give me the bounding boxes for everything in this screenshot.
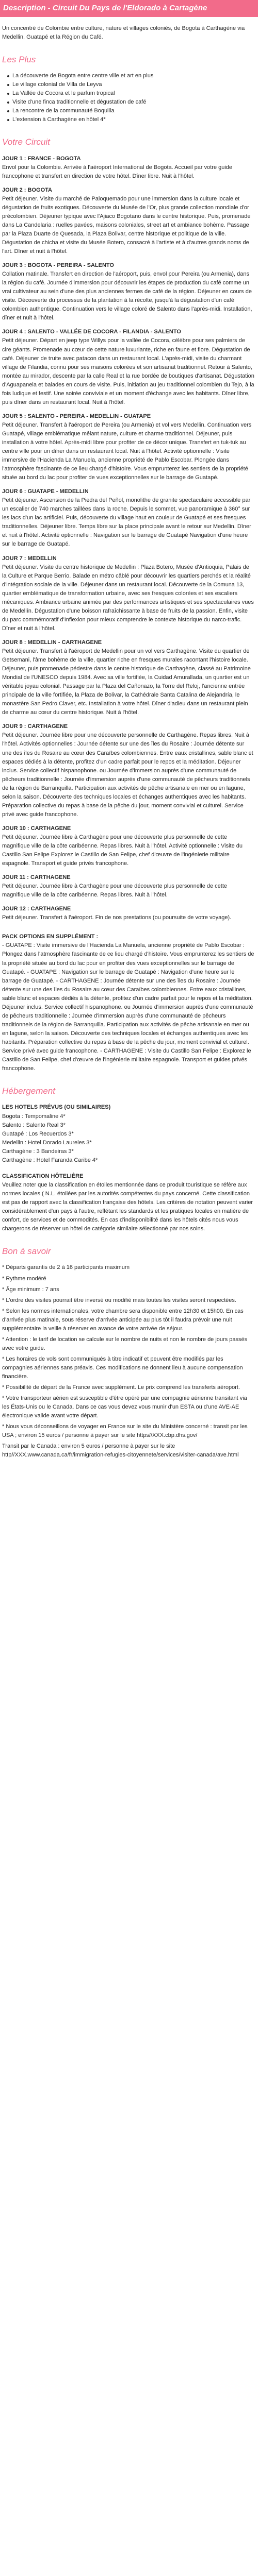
day-body: Collation matinale. Transfert en direction de l'aéroport, puis, envol pour Pereira (ou Armenia), dans la région du café. Journée d'immersion pour découvrir les étapes de production du café comme un vrai cultivateur au sein d'une des plus anciennes fermes de café de la région. Déjeuner en cours de visite. Découverte du processus de la plantation à la récolte, jusqu'à la dégustation d'un café colombien authentique. Continuation vers le village coloré de Salento dans l'après-midi. Installation, dîner et nuit à l'hôtel. bbox=[2, 271, 252, 321]
day-title: JOUR 10 : CARTHAGENE bbox=[2, 825, 71, 832]
day-block bbox=[2, 824, 255, 868]
day-block bbox=[2, 186, 255, 256]
day-title: JOUR 11 : CARTHAGENE bbox=[2, 874, 71, 881]
hotel-item: Carthagène : Hotel Faranda Caribe 4* bbox=[2, 1157, 98, 1163]
options-body: - GUATAPE : Visite immersive de l'Hacienda La Manuela, ancienne propriété de Pablo Escobar : Plongez dans l'atmosphère fascinante de ce lieu chargé d'histoire. Vous emprunterez les sentiers de la propriété située au bord du lac pour en profiter des vues exceptionnelles sur le barrage de Guatapé. - GUATAPE : Navigation sur le barrage de Guatapé : Navigation d'une heure sur le barrage de Guatapé. - CARTHAGENE : Journée détente sur une des îles du Rosaire : Journée détente sur une des îles du Rosaire au cœur des Caraïbes colombiennes. Entre eaux cristallines, sable blanc et espaces dédiés à la détente, profitez d'un cadre parfait pour le repos et la méditation. Déjeuner inclus. Service collectif hispanophone. ou Journée d'immersion auprès d'une communauté de pêcheurs traditionnelle : Journée d'immersion auprès d'une communauté de pêcheurs traditionnels de la région de Barranquilla. Participation aux activités de pêche artisanale en mer ou en lagune, selon la saison. Découverte des techniques locales et échanges authentiques avec les habitants. Préparation collective du repas à base de la pêche du jour, moment convivial et culturel. Service privé avec guide francophone. - CARTHAGENE : Visite du Castillo San Felipe : Explorez le Castillo de San Felipe, chef d'œuvre de l'ingénierie militaire espagnole. Transport et guides privés francophone. bbox=[2, 942, 254, 1072]
day-block bbox=[2, 554, 255, 633]
plus-item: La découverte de Bogota entre centre ville et art en plus bbox=[7, 72, 255, 80]
intro-text: Un concentré de Colombie entre culture, nature et villages coloniés, de Bogota à Carthagène via Medellin, Guatapé et la Région du Café. bbox=[2, 25, 245, 40]
content bbox=[0, 24, 258, 1488]
day-body: Petit déjeuner. Transfert à l'aéroport de Pereira (ou Armenia) et vol vers Medellin. Continuation vers Guatapé, village emblématique mêlant nature, culture et charme traditionnel. Déjeuner, puis installation à votre hôtel. Après-midi libre pour profiter de ce décor unique. Transfert en tuk-tuk au centre ville pour un dîner dans un restaurant local. Nuit à l'hôtel. Activité optionnelle : Visite immersive de l'Hacienda La Manuela, ancienne propriété de Pablo Escobar. Plongée dans l'atmosphère fascinante de ce lieu chargé d'histoire. Vous emprunterez les sentiers de la propriété située au bord du lac pour profiter de vues exceptionnelles sur le barrage de Guatapé. bbox=[2, 421, 252, 481]
day-title: JOUR 12 : CARTHAGENE bbox=[2, 906, 71, 912]
day-title: JOUR 1 : FRANCE - BOGOTA bbox=[2, 155, 81, 162]
plus-item: La Vallée de Cocora et le parfum tropical bbox=[7, 89, 255, 98]
plus-item: Visite d'une finca traditionnelle et dégustation de café bbox=[7, 98, 255, 107]
day-title: JOUR 5 : SALENTO - PEREIRA - MEDELLIN - GUATAPE bbox=[2, 413, 151, 419]
bonasavoir-item: * Départs garantis de 2 à 16 participants maximum bbox=[2, 1264, 130, 1271]
day-body: Petit déjeuner. Transfert à l'aéroport. Fin de nos prestations (ou poursuite de votre voyage). bbox=[2, 914, 232, 921]
classification-text: Veuillez noter que la classification en étoiles mentionnée dans ce produit touristique se réfère aux normes locales ( N.L. étoilées par les autorités compétentes du pays concerné. Cette classification est pas de rapport avec la classification française des hôtels. Les critères de notation peuvent varier considérablement d'un pays à l'autre, reflétant les standards et les pratiques locales en matière de confort, de services et de commodités. En cas d'indisponibilité dans les hôtels cités nous vous chargerons de réserver un hôtel de catégorie similaire sélectionné par nos soins. bbox=[2, 1181, 253, 1232]
day-body: Petit déjeuner. Journée libre à Carthagène pour une découverte plus personnelle de cette magnifique ville de la côte caribéenne. Repas libres. Nuit à l'hôtel. Activité optionnelle : Visite du Castillo San Felipe Explorez le Castillo de San Felipe, chef d'œuvre de l'ingénierie militaire espagnole. Transport et guide privés francophone. bbox=[2, 834, 243, 867]
day-body: Envol pour la Colombie. Arrivée à l'aéroport International de Bogota. Accueil par votre guide francophone et transfert en direction de votre hôtel. Dîner libre. Nuit à l'hôtel. bbox=[2, 164, 233, 179]
day-body: Petit déjeuner. Journée libre pour une découverte personnelle de Carthagène. Repas libres. Nuit à l'hôtel. Activités optionnelles : Journée détente sur une des îles du Rosaire : Journée détente sur une des îles du Rosaire au cœur des Caraïbes colombiennes. Entre eaux cristallines, sable blanc et espaces dédiés à la détente, profitez d'un cadre parfait pour le repos et la méditation. Déjeuner inclus. Service collectif hispanophone. ou Journée d'immersion auprès d'une communauté de pêcheurs traditionnelle : Journée d'immersion auprès d'une communauté de pêcheurs traditionnels de la région de Barranquilla. Participation aux activités de pêche artisanale en mer ou en lagune, selon la saison. Découverte des techniques locales et échanges authentiques avec les habitants. Préparation collective du repas à base de la pêche du jour, moment convivial et culturel. Service privé avec guide francophone. bbox=[2, 732, 253, 818]
day-title: JOUR 4 : SALENTO - VALLÉE DE COCORA - FILANDIA - SALENTO bbox=[2, 329, 181, 335]
day-block bbox=[2, 261, 255, 323]
day-body: Petit déjeuner. Transfert à l'aéroport de Medellin pour un vol vers Carthagène. Visite du quartier de Getsemani, l'âme bohème de la ville, quartier riche en fresques murales racontant l'histoire locale. Déjeuner, puis promenade pédestre dans le centre historique de Carthagène, classé au Patrimoine Mondial de l'UNESCO depuis 1984. Avec sa ville fortifiée, la Cuidad Amurallada, un quartier est un véritable joyau colonial. Passage par la Plaza del Cañonazo, la Torre del Reloj, l'ancienne entrée principale de la ville fortifiée, la Plaza de Bolivar, la Cathédrale Santa Catalina de Alejandría, le monastère San Pedro Claver, etc. Installation à votre hôtel. Dîner d'adieu dans un restaurant plein de charme au cœur du centre historique. Nuit à l'hôtel. bbox=[2, 648, 251, 716]
hotel-item: Bogota : Tempomaline 4* bbox=[2, 1113, 66, 1120]
hotel-item: Salento : Salento Real 3* bbox=[2, 1122, 66, 1128]
hotel-item: Medellin : Hotel Dorado Laureles 3* bbox=[2, 1139, 92, 1146]
bonasavoir-item: * Les horaires de vols sont communiqués à titre indicatif et peuvent être modifiés par les compagnies aériennes sans préavis. Ces modifications ne donnent lieu à aucune compensation financière. bbox=[2, 1355, 243, 1380]
bonasavoir-item: * Nous vous déconseillons de voyager en France sur le site du Ministère concerné : transit par les USA ; environ 15 euros / personne à payer sur le site https//XXX.cbp.dhs.gov/ bbox=[2, 1423, 248, 1439]
day-block bbox=[2, 873, 255, 900]
hotel-item: Carthagène : 3 Bandeiras 3* bbox=[2, 1148, 74, 1155]
bonasavoir-item: * L'ordre des visites pourrait être inversé ou modifié mais toutes les visites seront respectées. bbox=[2, 1297, 236, 1303]
bonasavoir-item: * Rythme modéré bbox=[2, 1275, 46, 1282]
day-block bbox=[2, 155, 255, 181]
hotel-list bbox=[2, 1112, 255, 1165]
plus-item: La rencontre de la communauté Boquilla bbox=[7, 107, 255, 115]
day-block bbox=[2, 412, 255, 482]
day-block bbox=[2, 722, 255, 819]
bonasavoir-item: * Selon les normes internationales, votre chambre sera disponible entre 12h30 et 15h00. En cas d'arrivée plus matinale, sous réserve d'arrivée anticipée au plus tôt il faudra prévoir une nuit supplémentaire la veille à réserver en avance de votre arrivée de séjour. bbox=[2, 1308, 244, 1332]
hotel-item: Guatapé : Los Recuerdos 3* bbox=[2, 1130, 74, 1137]
options-title: PACK OPTIONS EN SUPPLÉMENT : bbox=[2, 934, 99, 940]
hotels-title: LES HOTELS PRÉVUS (OU SIMILAIRES) bbox=[2, 1104, 111, 1111]
day-body: Petit déjeuner. Départ en jeep type Willys pour la vallée de Cocora, célèbre pour ses palmiers de cire géants. Promenade au cœur de cette nature luxuriante, riche en faune et flore. Dégustation de café. Déjeuner de truite avec patacon dans un restaurant local. L'après-midi, visite du charmant village de Filandia, connu pour ses maisons colorées et son artisanat traditionnel. Retour à Salento, montée au mirador, descente par la calle Real et la rue bordée de boutiques d'artisanat. Dégustation d'Aguapanela et balades en cours de visite. Puis, initiation au jeu traditionnel colombien du Tejo, à la fois ludique et festif. Une soirée conviviale et un moment d'échange avec les habitants. Dîner libre, puis dîner dans un restaurant local. Nuit à l'hôtel. bbox=[2, 337, 254, 405]
bonasavoir-list bbox=[2, 1263, 255, 1460]
plus-list bbox=[2, 72, 255, 124]
day-body: Petit déjeuner. Visite du centre historique de Medellin : Plaza Botero, Musée d'Antioquia, Palais de la Culture et Parque Berrio. Balade en métro câblé pour découvrir les quartiers perchés et la réalité d'intégration sociale de la ville. Déjeuner dans un restaurant local. Découverte de la Comuna 13, quartier emblématique de transformation urbaine, avec ses fresques colorées et ses escaliers mécaniques. Ambiance urbaine animée par des performances artistiques et ses spectaculaires vues de Medellín. Dégustation d'une boisson rafraîchissante à base de fruits de la passion. Enfin, visite du parc commémoratif d'Inflexion pour mieux comprendre le contexte historique du narco-trafic. Dîner et nuit à l'hôtel. bbox=[2, 564, 254, 632]
day-body: Petit déjeuner. Ascension de la Piedra del Peñol, monolithe de granite spectaculaire accessible par un escalier de 740 marches taillées dans la roche. Depuis le sommet, vue panoramique à 360° sur les lacs d'un lac artificiel. Puis, découverte du village haut en couleur de Guatapé et ses fresques traditionnelles. Déjeuner libre. Temps libre sur la place principale avant le retour sur Medellin. Dîner et nuit à l'hôtel. Activité optionnelle : Navigation sur le barrage de Guatapé Navigation d'une heure sur le barrage de Guatapé. bbox=[2, 497, 251, 548]
day-block bbox=[2, 905, 255, 922]
day-block bbox=[2, 487, 255, 549]
classification-title: CLASSIFICATION HÔTELIÈRE bbox=[2, 1173, 84, 1179]
day-title: JOUR 2 : BOGOTA bbox=[2, 187, 52, 193]
bonasavoir-heading: Bon à savoir bbox=[2, 1246, 51, 1257]
bonasavoir-item: Transit par le Canada : environ 5 euros / personne à payer sur le site http//XXX.www.canada.ca/fr/immigration-refugies-citoyennete/services/visiter-canada/ave.html bbox=[2, 1443, 239, 1459]
day-title: JOUR 9 : CARTHAGENE bbox=[2, 723, 68, 730]
circuit-heading: Votre Circuit bbox=[2, 137, 50, 147]
bonasavoir-item: * Attention : le tarif de location se calcule sur le nombre de nuits et non le nombre de jours passés avec votre guide. bbox=[2, 1336, 248, 1351]
plus-item: L'extension à Carthagène en hôtel 4* bbox=[7, 115, 255, 124]
plus-heading: Les Plus bbox=[2, 54, 36, 64]
footer-space bbox=[2, 1462, 255, 1487]
options-block bbox=[2, 933, 255, 1073]
hebergement-heading: Hébergement bbox=[2, 1086, 56, 1096]
day-title: JOUR 8 : MEDELLIN - CARTHAGENE bbox=[2, 639, 102, 646]
page-title: Description - Circuit Du Pays de l'Eldorado à Cartagène bbox=[0, 0, 258, 17]
day-title: JOUR 3 : BOGOTA - PEREIRA - SALENTO bbox=[2, 262, 114, 269]
day-block bbox=[2, 328, 255, 406]
bonasavoir-item: * Votre transporteur aérien est susceptible d'être opéré par une compagnie aérienne transitant via les États-Unis ou le Canada. Dans ce cas vous devez vous munir d'un ESTA ou d'une AVE-AE électronique valide avant votre départ. bbox=[2, 1395, 247, 1419]
bonasavoir-item: * Possibilité de départ de la France avec supplément. Le prix comprend les transferts aéroport. bbox=[2, 1384, 240, 1391]
day-title: JOUR 6 : GUATAPE - MEDELLIN bbox=[2, 488, 89, 495]
day-block bbox=[2, 638, 255, 717]
day-body: Petit déjeuner. Visite du marché de Paloquemado pour une immersion dans la culture locale et dégustation de fruits exotiques. Découverte du Musée de l'Or, plus grande collection mondiale d'or précolombien. Déjeuner typique avec l'Ajiaco Bogotano dans le centre historique. Puis, promenade dans La Candelaria : ruelles pavées, maisons coloniales, street art et ambiance bohème. Passage par la Plaza Duarte de Quesada, la Plaza Bolivar, centre historique et politique de la ville. Dégustation de chicha et visite du Musée Botero, consacré à l'artiste et à d'autres grands noms de l'art. Dîner et nuit à l'hôtel. bbox=[2, 195, 251, 255]
day-body: Petit déjeuner. Journée libre à Carthagène pour une découverte plus personnelle de cette magnifique ville de la côte caribéenne. Repas libres. Nuit à l'hôtel. bbox=[2, 883, 228, 899]
plus-item: Le village colonial de Villa de Leyva bbox=[7, 80, 255, 89]
day-title: JOUR 7 : MEDELLIN bbox=[2, 555, 57, 562]
bonasavoir-item: * Âge minimum : 7 ans bbox=[2, 1286, 59, 1293]
